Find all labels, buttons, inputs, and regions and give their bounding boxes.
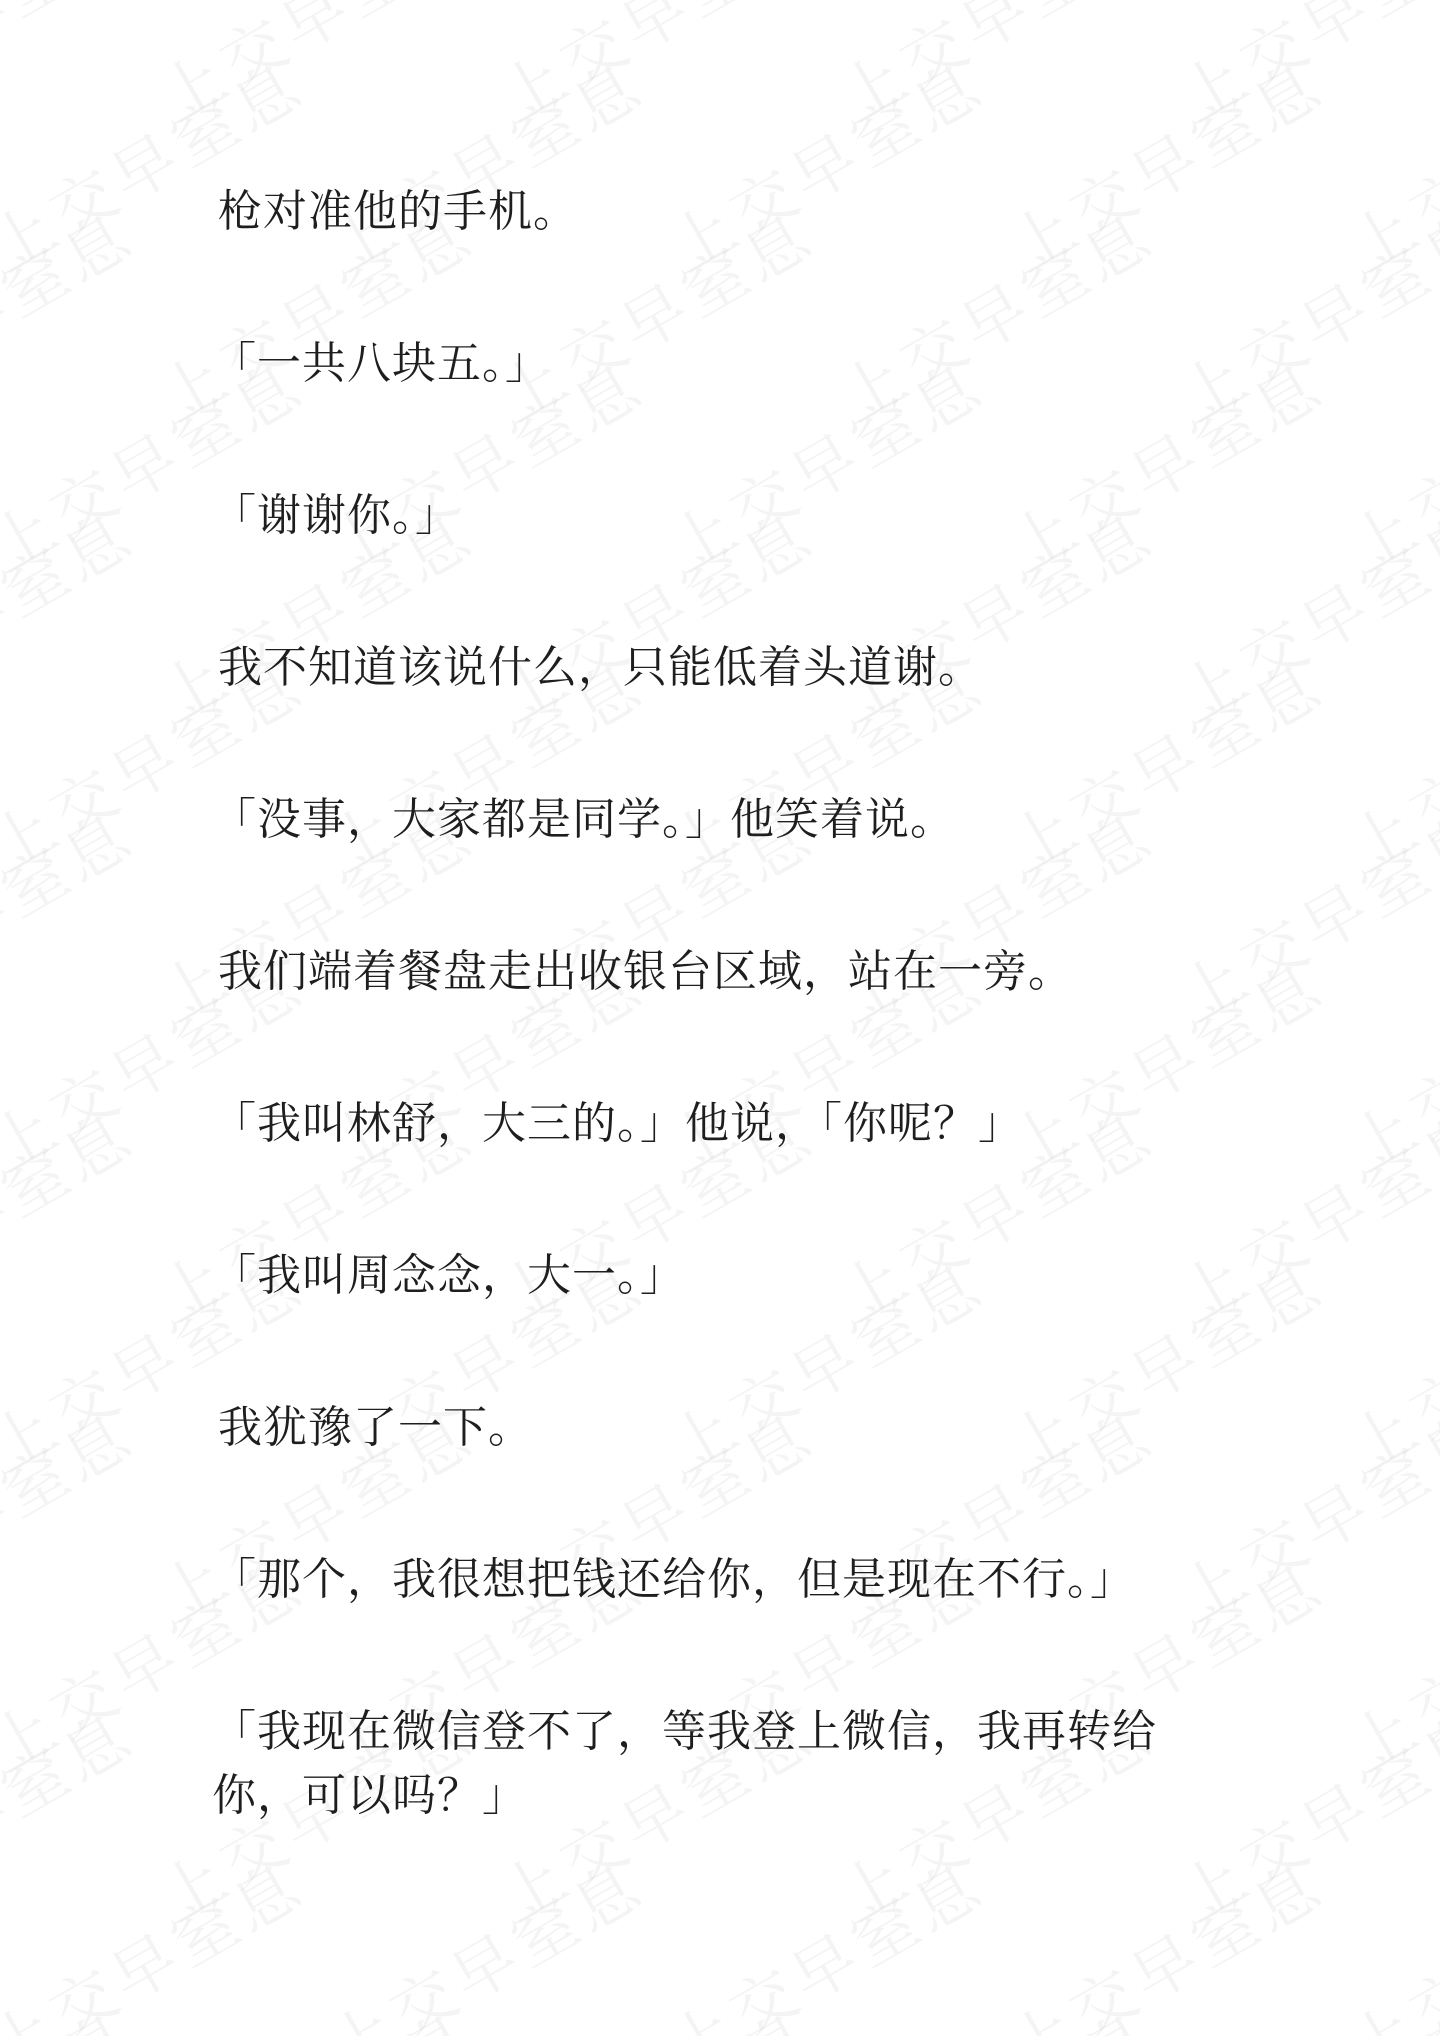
watermark-text [0, 185, 149, 440]
watermark-text [1330, 1535, 1440, 1790]
watermark-text [1330, 1235, 1440, 1490]
paragraph-10: 「那个，我很想把钱还给你，但是现在不行。」 [212, 1554, 1135, 1605]
watermark-text [1330, 1835, 1440, 2036]
watermark-text [0, 1985, 149, 2036]
watermark-text [0, 785, 149, 1040]
watermark-text [820, 0, 1169, 140]
paragraph-2: 「一共八块五。」 [212, 338, 550, 389]
watermark-text [480, 0, 829, 140]
paragraph-3: 「谢谢你。」 [212, 490, 460, 541]
watermark-text [1330, 35, 1440, 290]
paragraph-5: 「没事，大家都是同学。」他笑着说。 [212, 794, 955, 845]
watermark-text [0, 485, 149, 740]
watermark-text [1160, 1985, 1440, 2036]
paragraph-6: 我们端着餐盘走出收银台区域，站在一旁。 [218, 946, 1073, 997]
watermark-text [140, 0, 489, 140]
watermark-text [820, 1985, 1169, 2036]
watermark-text [480, 1985, 829, 2036]
paragraph-9: 我犹豫了一下。 [218, 1402, 533, 1453]
watermark-text [0, 1685, 149, 1940]
paragraph-7: 「我叫林舒，大三的。」他说，「你呢？」 [212, 1098, 1023, 1149]
paragraph-11: 「我现在微信登不了，等我登上微信，我再转给你，可以吗？」 [212, 1706, 1157, 1821]
paragraph-8: 「我叫周念念，大一。」 [212, 1250, 685, 1301]
article-body [212, 180, 1318, 1828]
watermark-text [1330, 635, 1440, 890]
watermark-text [140, 1985, 489, 2036]
watermark-text [1330, 935, 1440, 1190]
watermark-text [0, 1085, 149, 1340]
watermark-text [0, 1835, 319, 2036]
watermark-text [990, 1835, 1339, 2036]
watermark-text [310, 1835, 659, 2036]
watermark-text [1330, 335, 1440, 590]
paragraph-4: 我不知道该说什么，只能低着头道谢。 [218, 642, 983, 693]
watermark-text [1160, 0, 1440, 140]
paragraph-1: 枪对准他的手机。 [218, 186, 578, 237]
watermark-text [650, 1835, 999, 2036]
watermark-text [0, 0, 149, 140]
watermark-text [0, 1385, 149, 1640]
